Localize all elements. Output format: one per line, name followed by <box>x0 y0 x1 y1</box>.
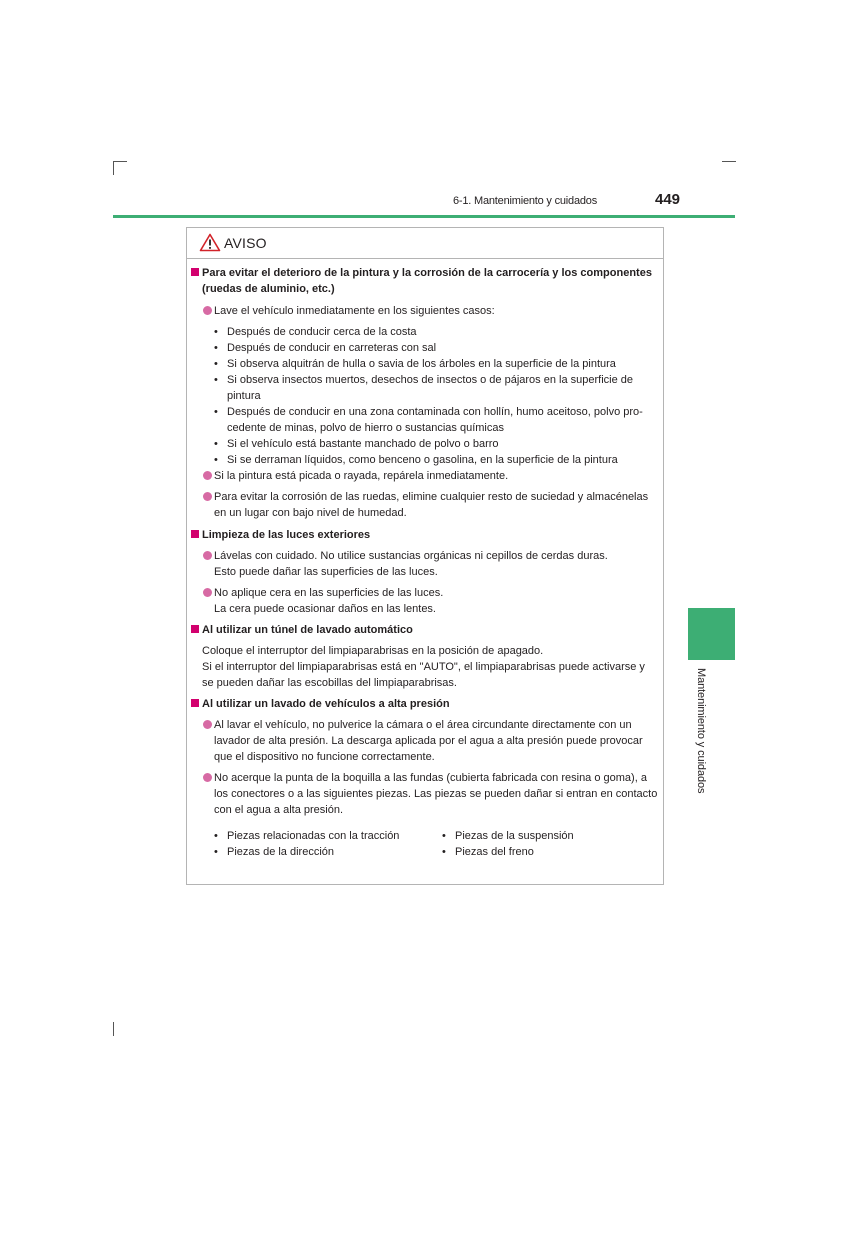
circle-bullet-icon <box>203 720 212 729</box>
list-item: Si la pintura está picada o rayada, repárela inmediatamente. <box>203 468 508 484</box>
sub-list-item: • Después de conducir en carreteras con sal <box>214 342 437 354</box>
list-item: No aplique cera en las superficies de las luces. La cera puede ocasionar daños en las lentes. <box>203 585 443 617</box>
circle-bullet-icon <box>203 773 212 782</box>
circle-bullet-icon <box>203 551 212 560</box>
sub-list-item: • Si observa insectos muertos, desechos de insectos o de pájaros en la superficie de pintura <box>214 374 634 402</box>
sub-list-item: • Si observa alquitrán de hulla o savia de los árboles en la superficie de la pintura <box>214 358 616 370</box>
crop-mark <box>113 161 114 175</box>
list-item: Para evitar la corrosión de las ruedas, elimine cualquier resto de suciedad y almacénelas en un lugar con bajo nivel de humedad. <box>203 489 648 521</box>
sub-list-item: • Piezas de la suspensión <box>442 830 574 842</box>
sub-list-item: • Piezas del freno <box>442 846 534 858</box>
paragraph: Coloque el interruptor del limpiaparabrisas en la posición de apagado. Si el interruptor del limpiaparabrisas está en "AUTO", el limpiaparabrisas puede activarse y se pueden dañar las escobillas del limpiaparabrisas. <box>202 645 645 689</box>
sub-list-item: • Piezas relacionadas con la tracción <box>214 830 400 842</box>
square-bullet-icon <box>191 625 199 633</box>
section-heading: Para evitar el deterioro de la pintura y la corrosión de la carrocería y los componentes (ruedas de aluminio, etc.) <box>191 265 652 297</box>
sub-list-item: • Después de conducir cerca de la costa <box>214 326 417 338</box>
page-number: 449 <box>655 191 681 208</box>
list-item: Lávelas con cuidado. No utilice sustancias orgánicas ni cepillos de cerdas duras. Esto puede dañar las superficies de las luces. <box>203 548 608 580</box>
sub-list-item: • Piezas de la dirección <box>214 846 335 858</box>
crop-mark <box>113 161 127 162</box>
chapter-number: 6 <box>708 1231 715 1245</box>
header-rule <box>113 215 735 218</box>
list-item: Al lavar el vehículo, no pulverice la cámara o el área circundante directamente con un lavador de alta presión. La descarga aplicada por el agua a alta presión puede provocar que el dispositivo no funcione correctamente. <box>203 717 643 765</box>
section-heading: Limpieza de las luces exteriores <box>191 527 370 543</box>
circle-bullet-icon <box>203 306 212 315</box>
crop-mark <box>722 161 736 162</box>
sub-list-item: • Si el vehículo está bastante manchado de polvo o barro <box>214 438 499 450</box>
crop-mark <box>113 1022 114 1036</box>
circle-bullet-icon <box>203 471 212 480</box>
warning-header <box>187 228 663 259</box>
circle-bullet-icon <box>203 492 212 501</box>
square-bullet-icon <box>191 268 199 276</box>
section-header-title: 6-1. Mantenimiento y cuidados <box>453 195 598 207</box>
list-item: No acerque la punta de la boquilla a las fundas (cubierta fabricada con resina o goma), a los conectores o a las siguientes piezas. Las piezas se pueden dañar si entran en contacto con el agua a alta presión. <box>203 770 657 818</box>
section-heading: Al utilizar un lavado de vehículos a alta presión <box>191 696 450 712</box>
sub-list-item: • Después de conducir en una zona contaminada con hollín, humo aceitoso, polvo pro- cedente de minas, polvo de hierro o sustancias químicas <box>214 406 643 434</box>
warning-box <box>186 227 664 885</box>
square-bullet-icon <box>191 530 199 538</box>
square-bullet-icon <box>191 699 199 707</box>
list-item: Lave el vehículo inmediatamente en los siguientes casos: <box>203 303 495 319</box>
sub-list-item: • Si se derraman líquidos, como benceno o gasolina, en la superficie de la pintura <box>214 454 618 466</box>
warning-title: AVISO <box>224 235 267 251</box>
warning-triangle-icon <box>199 233 221 257</box>
chapter-side-label: Mantenimiento y cuidados <box>695 668 707 794</box>
section-heading: Al utilizar un túnel de lavado automático <box>191 622 413 638</box>
circle-bullet-icon <box>203 588 212 597</box>
